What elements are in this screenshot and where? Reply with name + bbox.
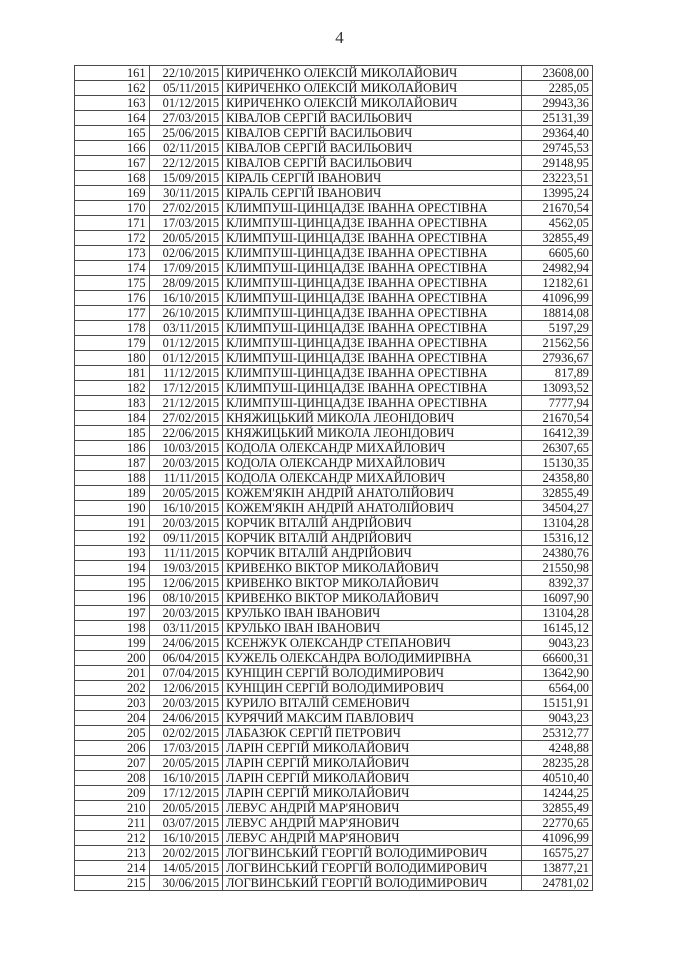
name-cell: КРУЛЬКО ІВАН ІВАНОВИЧ <box>223 606 522 621</box>
date-cell: 17/03/2015 <box>149 216 223 231</box>
row-number-cell: 181 <box>75 366 150 381</box>
table-row <box>75 441 593 456</box>
payments-table <box>74 65 593 891</box>
row-number-cell: 178 <box>75 321 150 336</box>
row-number-cell: 187 <box>75 456 150 471</box>
name-cell: КЛИМПУШ-ЦИНЦАДЗЕ ІВАННА ОРЕСТІВНА <box>223 336 522 351</box>
row-number-cell: 208 <box>75 771 150 786</box>
row-number-cell: 194 <box>75 561 150 576</box>
table-row <box>75 546 593 561</box>
amount-cell: 9043,23 <box>522 636 593 651</box>
name-cell: ЛОГВИНСЬКИЙ ГЕОРГІЙ ВОЛОДИМИРОВИЧ <box>223 861 522 876</box>
row-number-cell: 184 <box>75 411 150 426</box>
row-number-cell: 196 <box>75 591 150 606</box>
row-number-cell: 198 <box>75 621 150 636</box>
table-row <box>75 576 593 591</box>
name-cell: КИРИЧЕНКО ОЛЕКСІЙ МИКОЛАЙОВИЧ <box>223 81 522 96</box>
amount-cell: 32855,49 <box>522 486 593 501</box>
table-row <box>75 306 593 321</box>
amount-cell: 18814,08 <box>522 306 593 321</box>
name-cell: КІВАЛОВ СЕРГІЙ ВАСИЛЬОВИЧ <box>223 126 522 141</box>
row-number-cell: 162 <box>75 81 150 96</box>
table-row <box>75 366 593 381</box>
table-row <box>75 861 593 876</box>
table-row <box>75 501 593 516</box>
amount-cell: 41096,99 <box>522 291 593 306</box>
table-row <box>75 486 593 501</box>
name-cell: ЛЕВУС АНДРІЙ МАР'ЯНОВИЧ <box>223 801 522 816</box>
date-cell: 12/06/2015 <box>149 576 223 591</box>
table-row <box>75 276 593 291</box>
name-cell: КУРЯЧИЙ МАКСИМ ПАВЛОВИЧ <box>223 711 522 726</box>
table-row <box>75 411 593 426</box>
row-number-cell: 161 <box>75 66 150 81</box>
table-row <box>75 531 593 546</box>
amount-cell: 4562,05 <box>522 216 593 231</box>
name-cell: КЛИМПУШ-ЦИНЦАДЗЕ ІВАННА ОРЕСТІВНА <box>223 321 522 336</box>
name-cell: КОЖЕМ'ЯКІН АНДРІЙ АНАТОЛІЙОВИЧ <box>223 501 522 516</box>
date-cell: 01/12/2015 <box>149 96 223 111</box>
date-cell: 24/06/2015 <box>149 636 223 651</box>
table-row <box>75 81 593 96</box>
table-row <box>75 681 593 696</box>
amount-cell: 24781,02 <box>522 876 593 891</box>
row-number-cell: 200 <box>75 651 150 666</box>
name-cell: КУНІЦИН СЕРГІЙ ВОЛОДИМИРОВИЧ <box>223 681 522 696</box>
row-number-cell: 185 <box>75 426 150 441</box>
amount-cell: 12182,61 <box>522 276 593 291</box>
table-row <box>75 471 593 486</box>
row-number-cell: 192 <box>75 531 150 546</box>
row-number-cell: 174 <box>75 261 150 276</box>
amount-cell: 2285,05 <box>522 81 593 96</box>
table-row <box>75 156 593 171</box>
date-cell: 28/09/2015 <box>149 276 223 291</box>
row-number-cell: 170 <box>75 201 150 216</box>
row-number-cell: 180 <box>75 351 150 366</box>
date-cell: 26/10/2015 <box>149 306 223 321</box>
name-cell: КЛИМПУШ-ЦИНЦАДЗЕ ІВАННА ОРЕСТІВНА <box>223 246 522 261</box>
row-number-cell: 204 <box>75 711 150 726</box>
date-cell: 06/04/2015 <box>149 651 223 666</box>
row-number-cell: 173 <box>75 246 150 261</box>
amount-cell: 16412,39 <box>522 426 593 441</box>
name-cell: КЛИМПУШ-ЦИНЦАДЗЕ ІВАННА ОРЕСТІВНА <box>223 291 522 306</box>
date-cell: 19/03/2015 <box>149 561 223 576</box>
table-row <box>75 786 593 801</box>
date-cell: 08/10/2015 <box>149 591 223 606</box>
amount-cell: 28235,28 <box>522 756 593 771</box>
date-cell: 07/04/2015 <box>149 666 223 681</box>
date-cell: 11/12/2015 <box>149 366 223 381</box>
row-number-cell: 199 <box>75 636 150 651</box>
table-row <box>75 756 593 771</box>
name-cell: КІРАЛЬ СЕРГІЙ ІВАНОВИЧ <box>223 186 522 201</box>
name-cell: КІВАЛОВ СЕРГІЙ ВАСИЛЬОВИЧ <box>223 141 522 156</box>
date-cell: 02/02/2015 <box>149 726 223 741</box>
name-cell: КЛИМПУШ-ЦИНЦАДЗЕ ІВАННА ОРЕСТІВНА <box>223 276 522 291</box>
date-cell: 03/11/2015 <box>149 621 223 636</box>
table-row <box>75 96 593 111</box>
date-cell: 22/10/2015 <box>149 66 223 81</box>
name-cell: КОДОЛА ОЛЕКСАНДР МИХАЙЛОВИЧ <box>223 456 522 471</box>
row-number-cell: 179 <box>75 336 150 351</box>
date-cell: 16/10/2015 <box>149 831 223 846</box>
table-row <box>75 126 593 141</box>
date-cell: 20/03/2015 <box>149 606 223 621</box>
table-row <box>75 516 593 531</box>
date-cell: 03/07/2015 <box>149 816 223 831</box>
table-row <box>75 621 593 636</box>
amount-cell: 13995,24 <box>522 186 593 201</box>
row-number-cell: 206 <box>75 741 150 756</box>
amount-cell: 15316,12 <box>522 531 593 546</box>
row-number-cell: 165 <box>75 126 150 141</box>
name-cell: КУНІЦИН СЕРГІЙ ВОЛОДИМИРОВИЧ <box>223 666 522 681</box>
name-cell: ЛАРІН СЕРГІЙ МИКОЛАЙОВИЧ <box>223 741 522 756</box>
table-row <box>75 291 593 306</box>
amount-cell: 13104,28 <box>522 606 593 621</box>
date-cell: 14/05/2015 <box>149 861 223 876</box>
name-cell: ЛОГВИНСЬКИЙ ГЕОРГІЙ ВОЛОДИМИРОВИЧ <box>223 876 522 891</box>
name-cell: КЛИМПУШ-ЦИНЦАДЗЕ ІВАННА ОРЕСТІВНА <box>223 351 522 366</box>
amount-cell: 22770,65 <box>522 816 593 831</box>
table-row <box>75 396 593 411</box>
amount-cell: 9043,23 <box>522 711 593 726</box>
amount-cell: 6564,00 <box>522 681 593 696</box>
amount-cell: 27936,67 <box>522 351 593 366</box>
amount-cell: 25131,39 <box>522 111 593 126</box>
name-cell: КНЯЖИЦЬКИЙ МИКОЛА ЛЕОНІДОВИЧ <box>223 411 522 426</box>
date-cell: 17/03/2015 <box>149 741 223 756</box>
amount-cell: 34504,27 <box>522 501 593 516</box>
table-row <box>75 456 593 471</box>
row-number-cell: 209 <box>75 786 150 801</box>
name-cell: КЛИМПУШ-ЦИНЦАДЗЕ ІВАННА ОРЕСТІВНА <box>223 261 522 276</box>
row-number-cell: 188 <box>75 471 150 486</box>
table-row <box>75 231 593 246</box>
amount-cell: 26307,65 <box>522 441 593 456</box>
name-cell: ЛОГВИНСЬКИЙ ГЕОРГІЙ ВОЛОДИМИРОВИЧ <box>223 846 522 861</box>
date-cell: 30/06/2015 <box>149 876 223 891</box>
table-row <box>75 591 593 606</box>
date-cell: 02/06/2015 <box>149 246 223 261</box>
amount-cell: 32855,49 <box>522 801 593 816</box>
row-number-cell: 190 <box>75 501 150 516</box>
name-cell: КОРЧИК ВІТАЛІЙ АНДРІЙОВИЧ <box>223 546 522 561</box>
amount-cell: 29943,36 <box>522 96 593 111</box>
name-cell: КЛИМПУШ-ЦИНЦАДЗЕ ІВАННА ОРЕСТІВНА <box>223 381 522 396</box>
table-row <box>75 831 593 846</box>
name-cell: ЛАБАЗЮК СЕРГІЙ ПЕТРОВИЧ <box>223 726 522 741</box>
table-row <box>75 321 593 336</box>
row-number-cell: 205 <box>75 726 150 741</box>
table-row <box>75 726 593 741</box>
amount-cell: 25312,77 <box>522 726 593 741</box>
date-cell: 20/03/2015 <box>149 456 223 471</box>
name-cell: КНЯЖИЦЬКИЙ МИКОЛА ЛЕОНІДОВИЧ <box>223 426 522 441</box>
amount-cell: 15130,35 <box>522 456 593 471</box>
amount-cell: 29364,40 <box>522 126 593 141</box>
name-cell: КЛИМПУШ-ЦИНЦАДЗЕ ІВАННА ОРЕСТІВНА <box>223 396 522 411</box>
row-number-cell: 166 <box>75 141 150 156</box>
amount-cell: 13877,21 <box>522 861 593 876</box>
date-cell: 17/09/2015 <box>149 261 223 276</box>
amount-cell: 14244,25 <box>522 786 593 801</box>
date-cell: 25/06/2015 <box>149 126 223 141</box>
page-number: 4 <box>335 28 344 47</box>
amount-cell: 13093,52 <box>522 381 593 396</box>
name-cell: КРУЛЬКО ІВАН ІВАНОВИЧ <box>223 621 522 636</box>
date-cell: 27/02/2015 <box>149 411 223 426</box>
amount-cell: 16097,90 <box>522 591 593 606</box>
date-cell: 01/12/2015 <box>149 351 223 366</box>
row-number-cell: 171 <box>75 216 150 231</box>
name-cell: ЛЕВУС АНДРІЙ МАР'ЯНОВИЧ <box>223 831 522 846</box>
name-cell: ЛАРІН СЕРГІЙ МИКОЛАЙОВИЧ <box>223 771 522 786</box>
table-row <box>75 741 593 756</box>
name-cell: ЛАРІН СЕРГІЙ МИКОЛАЙОВИЧ <box>223 786 522 801</box>
amount-cell: 4248,88 <box>522 741 593 756</box>
date-cell: 20/05/2015 <box>149 756 223 771</box>
row-number-cell: 203 <box>75 696 150 711</box>
amount-cell: 23223,51 <box>522 171 593 186</box>
row-number-cell: 183 <box>75 396 150 411</box>
amount-cell: 24358,80 <box>522 471 593 486</box>
date-cell: 10/03/2015 <box>149 441 223 456</box>
table-row <box>75 771 593 786</box>
name-cell: КОРЧИК ВІТАЛІЙ АНДРІЙОВИЧ <box>223 531 522 546</box>
row-number-cell: 193 <box>75 546 150 561</box>
table-row <box>75 186 593 201</box>
row-number-cell: 212 <box>75 831 150 846</box>
name-cell: КОДОЛА ОЛЕКСАНДР МИХАЙЛОВИЧ <box>223 441 522 456</box>
date-cell: 16/10/2015 <box>149 771 223 786</box>
row-number-cell: 215 <box>75 876 150 891</box>
table-row <box>75 666 593 681</box>
name-cell: КИРИЧЕНКО ОЛЕКСІЙ МИКОЛАЙОВИЧ <box>223 96 522 111</box>
table-row <box>75 381 593 396</box>
table-row <box>75 846 593 861</box>
amount-cell: 817,89 <box>522 366 593 381</box>
date-cell: 20/05/2015 <box>149 231 223 246</box>
table-row <box>75 636 593 651</box>
date-cell: 05/11/2015 <box>149 81 223 96</box>
table-row <box>75 801 593 816</box>
table-row <box>75 711 593 726</box>
row-number-cell: 195 <box>75 576 150 591</box>
name-cell: КІВАЛОВ СЕРГІЙ ВАСИЛЬОВИЧ <box>223 156 522 171</box>
row-number-cell: 191 <box>75 516 150 531</box>
amount-cell: 29148,95 <box>522 156 593 171</box>
table-row <box>75 426 593 441</box>
date-cell: 30/11/2015 <box>149 186 223 201</box>
row-number-cell: 189 <box>75 486 150 501</box>
row-number-cell: 176 <box>75 291 150 306</box>
table-row <box>75 216 593 231</box>
table-row <box>75 141 593 156</box>
table-row <box>75 66 593 81</box>
table-row <box>75 816 593 831</box>
amount-cell: 21670,54 <box>522 201 593 216</box>
amount-cell: 7777,94 <box>522 396 593 411</box>
row-number-cell: 186 <box>75 441 150 456</box>
row-number-cell: 213 <box>75 846 150 861</box>
amount-cell: 21562,56 <box>522 336 593 351</box>
row-number-cell: 167 <box>75 156 150 171</box>
table-row <box>75 336 593 351</box>
table-row <box>75 561 593 576</box>
date-cell: 20/05/2015 <box>149 801 223 816</box>
date-cell: 09/11/2015 <box>149 531 223 546</box>
date-cell: 27/02/2015 <box>149 201 223 216</box>
row-number-cell: 214 <box>75 861 150 876</box>
amount-cell: 66600,31 <box>522 651 593 666</box>
date-cell: 02/11/2015 <box>149 141 223 156</box>
row-number-cell: 197 <box>75 606 150 621</box>
row-number-cell: 169 <box>75 186 150 201</box>
date-cell: 20/02/2015 <box>149 846 223 861</box>
date-cell: 03/11/2015 <box>149 321 223 336</box>
table-row <box>75 246 593 261</box>
row-number-cell: 182 <box>75 381 150 396</box>
name-cell: КОДОЛА ОЛЕКСАНДР МИХАЙЛОВИЧ <box>223 471 522 486</box>
amount-cell: 8392,37 <box>522 576 593 591</box>
name-cell: ЛЕВУС АНДРІЙ МАР'ЯНОВИЧ <box>223 816 522 831</box>
amount-cell: 15151,91 <box>522 696 593 711</box>
name-cell: КЛИМПУШ-ЦИНЦАДЗЕ ІВАННА ОРЕСТІВНА <box>223 231 522 246</box>
amount-cell: 29745,53 <box>522 141 593 156</box>
date-cell: 16/10/2015 <box>149 501 223 516</box>
table-row <box>75 606 593 621</box>
date-cell: 27/03/2015 <box>149 111 223 126</box>
amount-cell: 21670,54 <box>522 411 593 426</box>
table-row <box>75 696 593 711</box>
name-cell: КРИВЕНКО ВІКТОР МИКОЛАЙОВИЧ <box>223 591 522 606</box>
date-cell: 11/11/2015 <box>149 471 223 486</box>
date-cell: 11/11/2015 <box>149 546 223 561</box>
table-row <box>75 876 593 891</box>
date-cell: 16/10/2015 <box>149 291 223 306</box>
name-cell: КИРИЧЕНКО ОЛЕКСІЙ МИКОЛАЙОВИЧ <box>223 66 522 81</box>
row-number-cell: 177 <box>75 306 150 321</box>
amount-cell: 24380,76 <box>522 546 593 561</box>
amount-cell: 23608,00 <box>522 66 593 81</box>
amount-cell: 13642,90 <box>522 666 593 681</box>
name-cell: КОРЧИК ВІТАЛІЙ АНДРІЙОВИЧ <box>223 516 522 531</box>
amount-cell: 5197,29 <box>522 321 593 336</box>
name-cell: КОЖЕМ'ЯКІН АНДРІЙ АНАТОЛІЙОВИЧ <box>223 486 522 501</box>
amount-cell: 6605,60 <box>522 246 593 261</box>
row-number-cell: 211 <box>75 816 150 831</box>
amount-cell: 32855,49 <box>522 231 593 246</box>
row-number-cell: 175 <box>75 276 150 291</box>
name-cell: КЛИМПУШ-ЦИНЦАДЗЕ ІВАННА ОРЕСТІВНА <box>223 366 522 381</box>
name-cell: ЛАРІН СЕРГІЙ МИКОЛАЙОВИЧ <box>223 756 522 771</box>
date-cell: 17/12/2015 <box>149 381 223 396</box>
name-cell: КРИВЕНКО ВІКТОР МИКОЛАЙОВИЧ <box>223 576 522 591</box>
name-cell: КЛИМПУШ-ЦИНЦАДЗЕ ІВАННА ОРЕСТІВНА <box>223 306 522 321</box>
name-cell: КРИВЕНКО ВІКТОР МИКОЛАЙОВИЧ <box>223 561 522 576</box>
amount-cell: 16145,12 <box>522 621 593 636</box>
row-number-cell: 168 <box>75 171 150 186</box>
name-cell: КІВАЛОВ СЕРГІЙ ВАСИЛЬОВИЧ <box>223 111 522 126</box>
table-row <box>75 261 593 276</box>
amount-cell: 40510,40 <box>522 771 593 786</box>
amount-cell: 13104,28 <box>522 516 593 531</box>
name-cell: КІРАЛЬ СЕРГІЙ ІВАНОВИЧ <box>223 171 522 186</box>
date-cell: 21/12/2015 <box>149 396 223 411</box>
table-row <box>75 351 593 366</box>
date-cell: 20/03/2015 <box>149 696 223 711</box>
row-number-cell: 172 <box>75 231 150 246</box>
row-number-cell: 164 <box>75 111 150 126</box>
date-cell: 17/12/2015 <box>149 786 223 801</box>
amount-cell: 24982,94 <box>522 261 593 276</box>
row-number-cell: 201 <box>75 666 150 681</box>
date-cell: 24/06/2015 <box>149 711 223 726</box>
row-number-cell: 210 <box>75 801 150 816</box>
payments-table-body <box>75 66 593 891</box>
amount-cell: 41096,99 <box>522 831 593 846</box>
date-cell: 20/03/2015 <box>149 516 223 531</box>
table-row <box>75 111 593 126</box>
date-cell: 01/12/2015 <box>149 336 223 351</box>
row-number-cell: 163 <box>75 96 150 111</box>
name-cell: КУРИЛО ВІТАЛІЙ СЕМЕНОВИЧ <box>223 696 522 711</box>
name-cell: КСЕНЖУК ОЛЕКСАНДР СТЕПАНОВИЧ <box>223 636 522 651</box>
name-cell: КЛИМПУШ-ЦИНЦАДЗЕ ІВАННА ОРЕСТІВНА <box>223 216 522 231</box>
row-number-cell: 207 <box>75 756 150 771</box>
name-cell: КУЖЕЛЬ ОЛЕКСАНДРА ВОЛОДИМИРІВНА <box>223 651 522 666</box>
date-cell: 22/06/2015 <box>149 426 223 441</box>
table-row <box>75 651 593 666</box>
date-cell: 12/06/2015 <box>149 681 223 696</box>
amount-cell: 16575,27 <box>522 846 593 861</box>
row-number-cell: 202 <box>75 681 150 696</box>
table-row <box>75 171 593 186</box>
amount-cell: 21550,98 <box>522 561 593 576</box>
date-cell: 22/12/2015 <box>149 156 223 171</box>
name-cell: КЛИМПУШ-ЦИНЦАДЗЕ ІВАННА ОРЕСТІВНА <box>223 201 522 216</box>
date-cell: 15/09/2015 <box>149 171 223 186</box>
date-cell: 20/05/2015 <box>149 486 223 501</box>
table-row <box>75 201 593 216</box>
